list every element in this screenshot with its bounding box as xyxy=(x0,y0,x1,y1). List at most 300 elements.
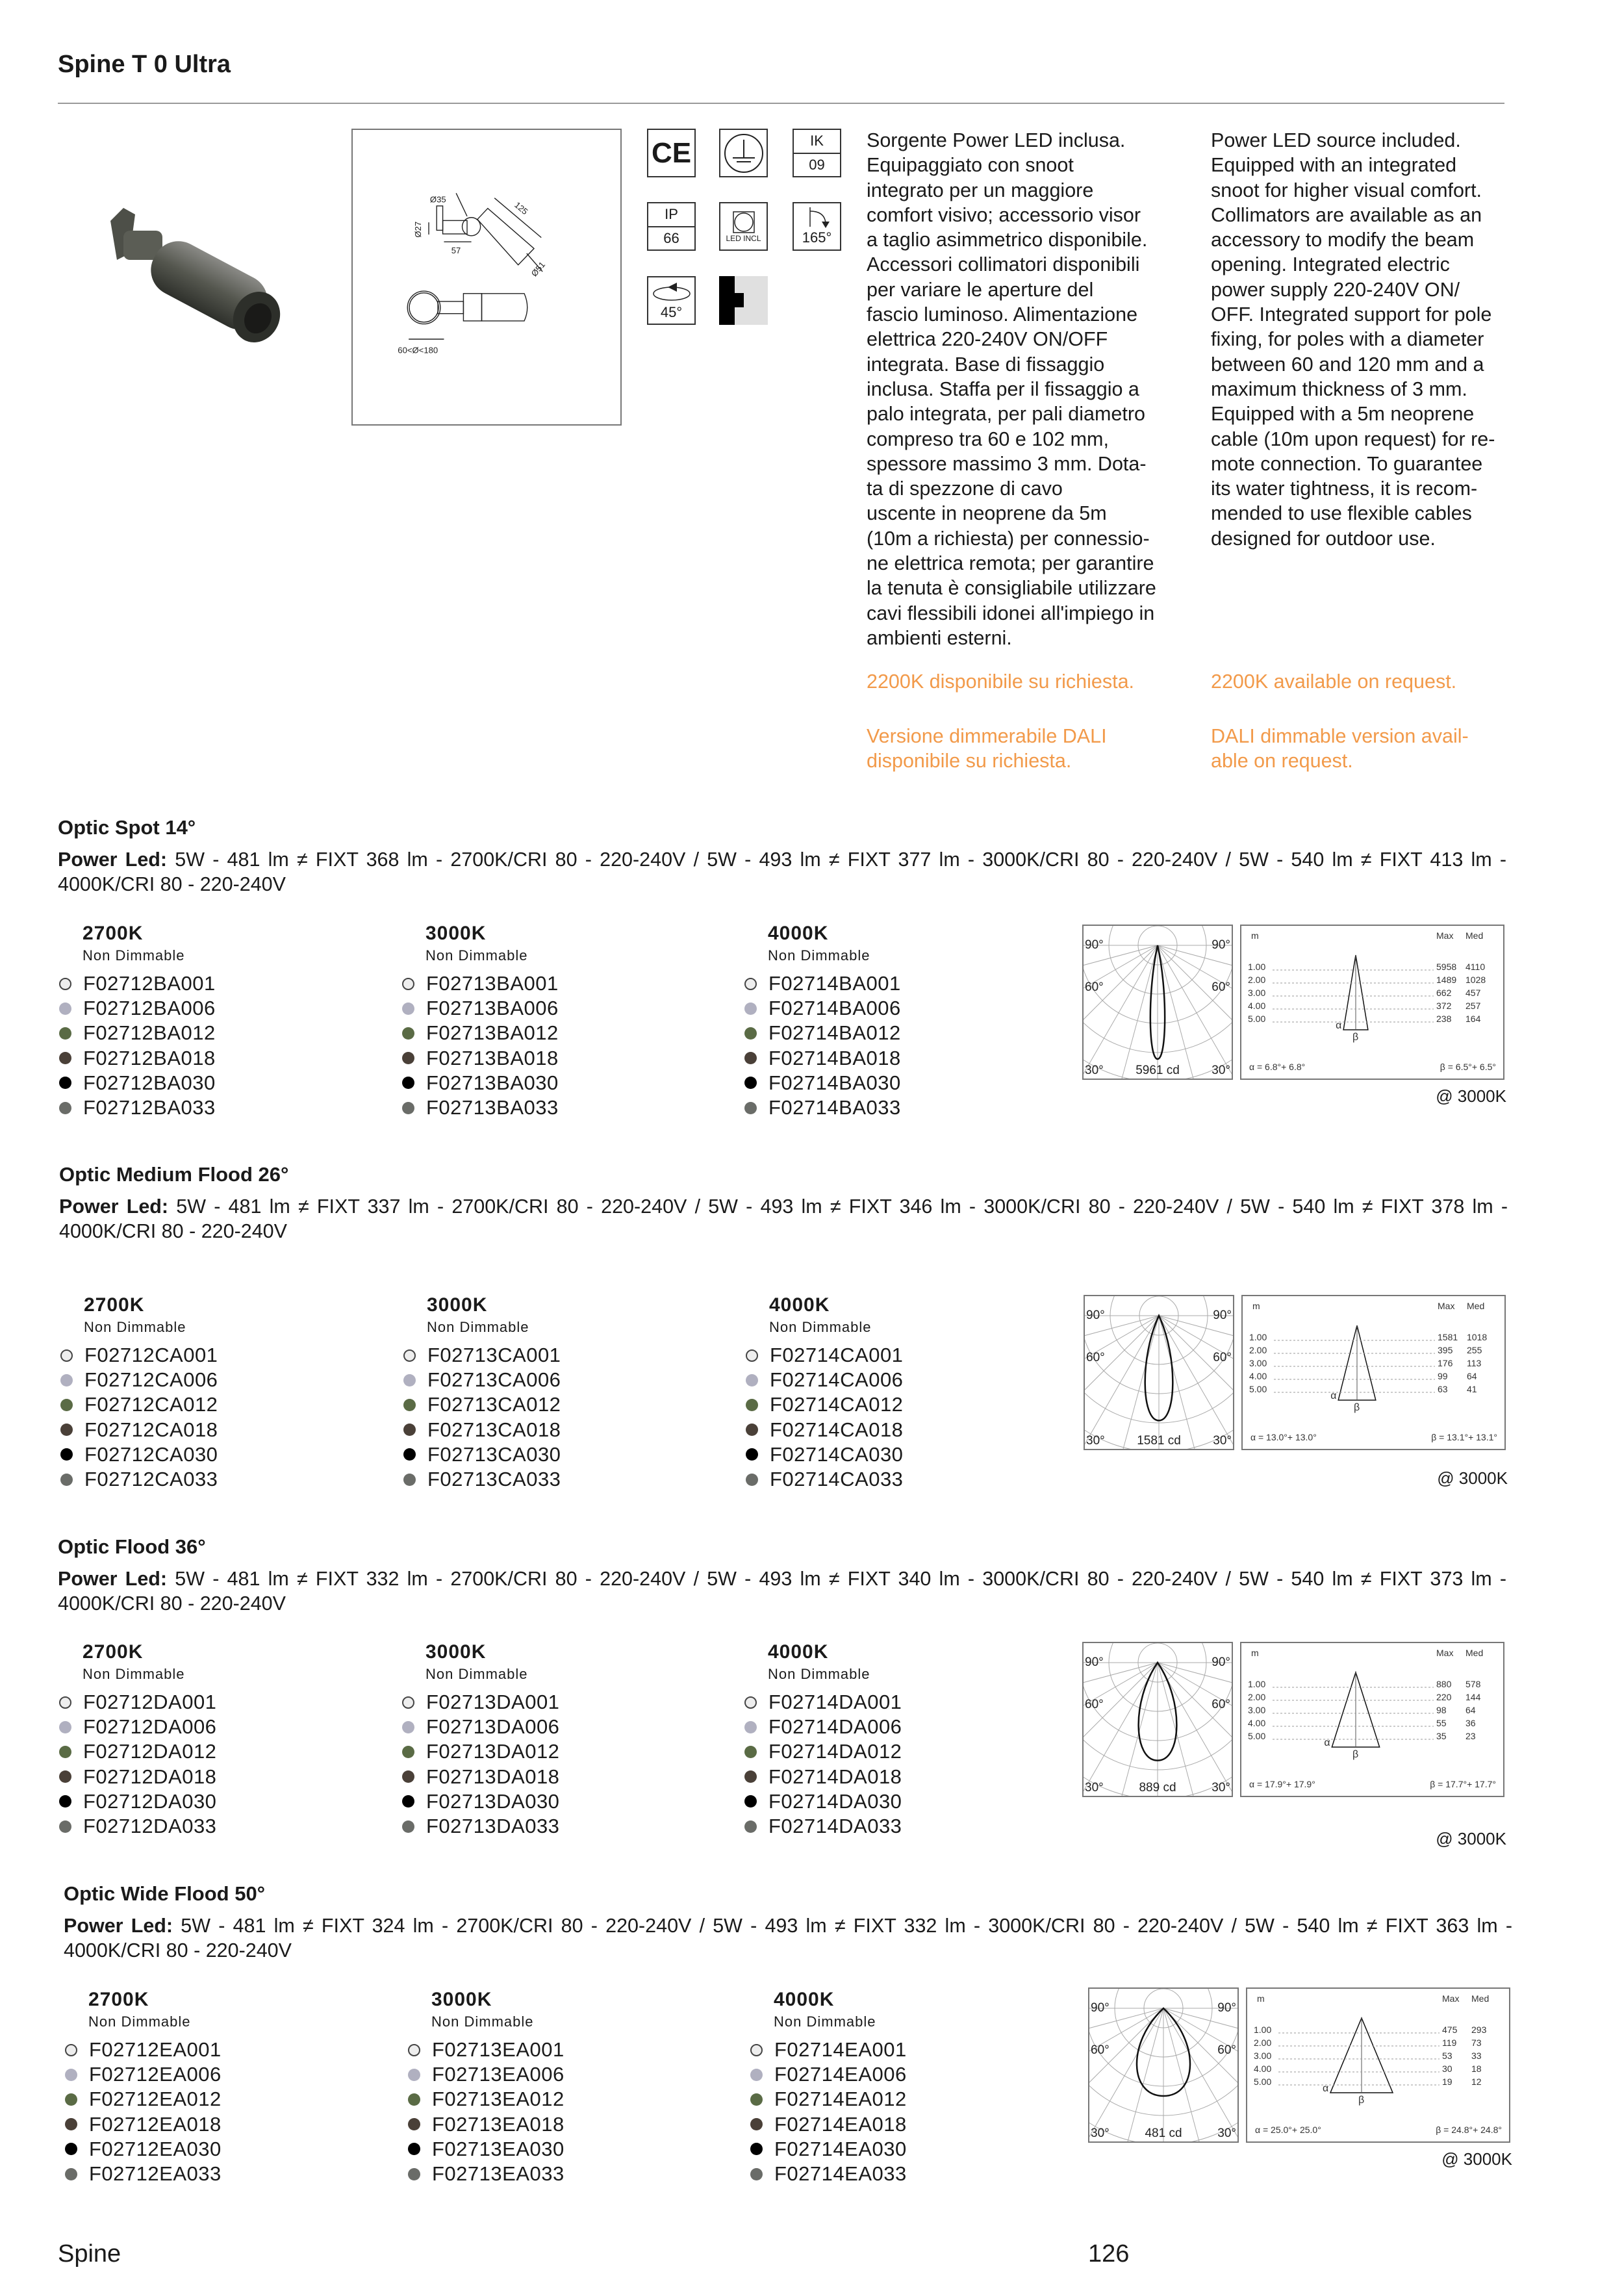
product-code-row[interactable] xyxy=(408,2062,700,2087)
note-2200k-en: 2200K available on request. xyxy=(1211,671,1457,693)
alpha-symbol: α xyxy=(1336,1020,1342,1031)
max-lux: 238 xyxy=(1436,1014,1452,1024)
med-lux: 4110 xyxy=(1465,962,1486,972)
finish-color-swatch xyxy=(746,1424,758,1436)
product-code-row[interactable] xyxy=(59,1690,351,1715)
polar-grid-ray xyxy=(1084,1663,1158,1760)
peak-candela: 5961 cd xyxy=(1136,1064,1180,1077)
product-code-row[interactable] xyxy=(744,971,1037,996)
product-code: F02713CA006 xyxy=(427,1368,561,1392)
med-lux: 12 xyxy=(1471,2076,1482,2087)
note-dali-it: Versione dimmerabile DALI disponibile su richiesta. xyxy=(867,725,1107,773)
finish-color-swatch xyxy=(59,1746,71,1758)
product-code-row[interactable] xyxy=(59,1046,351,1071)
product-code: F02713DA033 xyxy=(426,1815,560,1838)
color-temperature: 3000K xyxy=(431,1989,492,2010)
product-code-row[interactable] xyxy=(402,1690,694,1715)
max-lux: 1581 xyxy=(1438,1332,1458,1342)
product-code-row[interactable] xyxy=(744,1071,1037,1095)
angle-label-60-left: 60° xyxy=(1091,2043,1110,2057)
finish-color-swatch xyxy=(60,1474,73,1486)
code-column xyxy=(60,1294,353,1492)
product-code-row[interactable] xyxy=(65,2087,357,2112)
finish-color-swatch xyxy=(59,1795,71,1808)
ik-label: IK xyxy=(794,130,840,154)
med-header: Med xyxy=(1465,1648,1484,1658)
product-code: F02714CA033 xyxy=(770,1468,904,1491)
ground-icon xyxy=(719,129,768,177)
angle-label-30-left: 30° xyxy=(1085,1064,1104,1077)
polar-grid-ray xyxy=(1159,1316,1233,1413)
product-code-row[interactable] xyxy=(403,1392,696,1417)
finish-color-swatch xyxy=(402,1721,414,1733)
polar-grid-ray xyxy=(1158,945,1232,1079)
product-code-row[interactable] xyxy=(59,1095,351,1120)
power-led-label: Power Led: xyxy=(64,1915,173,1937)
product-code-row[interactable] xyxy=(746,1467,1038,1492)
dimming-type: Non Dimmable xyxy=(774,2013,876,2030)
distance-value: 1.00 xyxy=(1248,962,1266,972)
product-code-row[interactable] xyxy=(402,996,694,1021)
peak-candela: 889 cd xyxy=(1139,1781,1176,1795)
product-code: F02713BA033 xyxy=(426,1096,559,1119)
distance-value: 5.00 xyxy=(1254,2076,1272,2087)
finish-color-swatch xyxy=(750,2143,763,2155)
product-code-row[interactable] xyxy=(402,1814,694,1839)
beta-angle: β = 24.8°+ 24.8° xyxy=(1436,2125,1502,2135)
power-led-label: Power Led: xyxy=(59,1195,169,1218)
distance-value: 4.00 xyxy=(1254,2063,1272,2074)
color-temperature: 4000K xyxy=(768,923,829,944)
product-code-row[interactable] xyxy=(65,2038,357,2062)
power-led-values: 5W - 481 lm ≠ FIXT 324 lm - 2700K/CRI 80 - 220-240V / 5W - 493 lm ≠ FIXT 332 lm - 3000K/CRI 80 - 220-240V / 5W - 540 lm ≠ FIXT 363 lm - 4000K/CRI 80 - 220-240V xyxy=(64,1915,1513,1961)
polar-grid-ray xyxy=(1085,1316,1159,1449)
product-code-row[interactable] xyxy=(744,1789,1037,1814)
alpha-angle: α = 17.9°+ 17.9° xyxy=(1249,1779,1315,1789)
product-code-row[interactable] xyxy=(746,1442,1038,1467)
product-code-row[interactable] xyxy=(60,1392,353,1417)
product-code-row[interactable] xyxy=(402,1739,694,1764)
product-code-row[interactable] xyxy=(744,996,1037,1021)
product-code-row[interactable] xyxy=(408,2087,700,2112)
product-code: F02713EA006 xyxy=(432,2063,565,2086)
finish-color-swatch xyxy=(402,1077,414,1089)
polar-grid-ray xyxy=(1158,945,1232,1043)
page-number: 126 xyxy=(1088,2240,1130,2268)
max-lux: 55 xyxy=(1436,1718,1447,1728)
max-header: Max xyxy=(1436,930,1454,941)
product-code: F02713CA033 xyxy=(427,1468,561,1491)
product-code-row[interactable] xyxy=(750,2062,1043,2087)
finish-color-swatch xyxy=(746,1474,758,1486)
code-column xyxy=(408,1989,700,2186)
product-code-row[interactable] xyxy=(60,1418,353,1442)
distance-value: 4.00 xyxy=(1248,1718,1266,1728)
dim-d27: Ø27 xyxy=(412,221,423,238)
max-lux: 662 xyxy=(1436,988,1452,998)
alpha-symbol: α xyxy=(1324,1737,1330,1748)
angle-label-30-right: 30° xyxy=(1217,2127,1236,2140)
product-code: F02713CA001 xyxy=(427,1344,561,1366)
product-code-row[interactable] xyxy=(744,1739,1037,1764)
product-code: F02714BA018 xyxy=(768,1046,901,1069)
polar-light-distribution-chart xyxy=(1082,925,1233,1080)
product-code-row[interactable] xyxy=(408,2038,700,2062)
finish-color-swatch xyxy=(744,1052,757,1064)
polar-grid-ray xyxy=(1089,2008,1163,2106)
reference-temperature: @ 3000K xyxy=(1436,1829,1506,1848)
distance-value: 3.00 xyxy=(1248,988,1266,998)
section-title: Optic Medium Flood 26° xyxy=(59,1163,289,1186)
product-code: F02714CA006 xyxy=(770,1368,904,1392)
angle-label-60-right: 60° xyxy=(1212,980,1230,994)
product-code-row[interactable] xyxy=(750,2137,1043,2162)
mounting-type-icon xyxy=(719,276,768,325)
code-column xyxy=(744,923,1037,1120)
med-header: Med xyxy=(1471,1993,1490,2004)
angle-label-30-left: 30° xyxy=(1086,1434,1105,1448)
ip-rating-icon xyxy=(647,202,696,251)
med-header: Med xyxy=(1467,1301,1485,1311)
dimming-type: Non Dimmable xyxy=(82,1666,185,1682)
finish-color-swatch xyxy=(402,978,414,990)
product-code: F02713DA006 xyxy=(426,1715,560,1739)
color-temperature: 3000K xyxy=(425,923,487,944)
finish-color-swatch xyxy=(746,1399,758,1411)
product-code-row[interactable] xyxy=(750,2162,1043,2186)
finish-color-swatch xyxy=(60,1399,73,1411)
dim-d51: Ø51 xyxy=(529,259,548,279)
product-code: F02714EA030 xyxy=(774,2137,907,2160)
product-code: F02712DA006 xyxy=(83,1715,217,1739)
finish-color-swatch xyxy=(408,2143,420,2155)
product-code-row[interactable] xyxy=(746,1392,1038,1417)
beta-symbol: β xyxy=(1354,1402,1360,1413)
product-code-row[interactable] xyxy=(403,1343,696,1368)
ik-rating-icon xyxy=(793,129,841,177)
product-code-row[interactable] xyxy=(750,2038,1043,2062)
med-header: Med xyxy=(1465,930,1484,941)
med-lux: 1018 xyxy=(1467,1332,1488,1342)
reference-temperature: @ 3000K xyxy=(1437,1468,1508,1488)
product-code: F02714DA001 xyxy=(768,1691,902,1713)
product-code: F02712EA001 xyxy=(89,2038,222,2061)
product-code: F02714EA006 xyxy=(774,2063,907,2086)
polar-grid-ray xyxy=(1163,2008,1237,2106)
code-column xyxy=(744,1641,1037,1839)
max-lux: 176 xyxy=(1438,1358,1453,1368)
finish-color-swatch xyxy=(60,1374,73,1386)
reference-temperature: @ 3000K xyxy=(1441,2149,1512,2169)
angle-label-30-right: 30° xyxy=(1212,1781,1230,1795)
max-lux: 475 xyxy=(1442,2025,1458,2035)
finish-color-swatch xyxy=(403,1474,416,1486)
polar-grid-ray xyxy=(1158,945,1232,1079)
ip-value: 66 xyxy=(663,229,679,246)
finish-color-swatch xyxy=(746,1374,758,1386)
beta-angle: β = 17.7°+ 17.7° xyxy=(1430,1779,1496,1789)
product-code: F02712BA006 xyxy=(83,997,216,1020)
product-code: F02713CA018 xyxy=(427,1418,561,1441)
max-lux: 98 xyxy=(1436,1705,1447,1715)
dimming-type: Non Dimmable xyxy=(82,947,185,964)
med-lux: 64 xyxy=(1467,1371,1477,1381)
product-code: F02712CA018 xyxy=(84,1418,218,1441)
med-lux: 457 xyxy=(1465,988,1481,998)
product-code-row[interactable] xyxy=(746,1418,1038,1442)
finish-color-swatch xyxy=(402,1696,414,1709)
product-code-row[interactable] xyxy=(59,1715,351,1739)
product-code-row[interactable] xyxy=(750,2087,1043,2112)
distance-value: 5.00 xyxy=(1249,1384,1267,1394)
finish-color-swatch xyxy=(402,1746,414,1758)
product-code: F02713EA001 xyxy=(432,2038,565,2061)
product-code-row[interactable] xyxy=(59,1765,351,1789)
finish-color-swatch xyxy=(408,2168,420,2180)
alpha-angle: α = 25.0°+ 25.0° xyxy=(1255,2125,1321,2135)
dimming-type: Non Dimmable xyxy=(769,1319,872,1335)
finish-color-swatch xyxy=(59,1696,71,1709)
product-code: F02712DA001 xyxy=(83,1691,217,1713)
product-code-row[interactable] xyxy=(744,1095,1037,1120)
finish-color-swatch xyxy=(746,1448,758,1461)
note-dali-en: DALI dimmable version avail- able on request. xyxy=(1211,725,1469,773)
dimming-type: Non Dimmable xyxy=(768,1666,870,1682)
product-code: F02713BA018 xyxy=(426,1046,559,1069)
finish-color-swatch xyxy=(403,1448,416,1461)
polar-grid-ray xyxy=(1085,1316,1159,1449)
polar-grid-ray xyxy=(1163,2008,1237,2141)
product-code: F02714CA030 xyxy=(770,1442,904,1466)
distance-value: 3.00 xyxy=(1248,1705,1266,1715)
finish-color-swatch xyxy=(402,1820,414,1833)
product-code: F02714EA001 xyxy=(774,2038,907,2061)
product-code-row[interactable] xyxy=(59,1021,351,1045)
finish-color-swatch xyxy=(746,1349,758,1362)
finish-color-swatch xyxy=(402,1770,414,1783)
angle-label-60-right: 60° xyxy=(1217,2043,1236,2057)
product-code: F02712CA006 xyxy=(84,1368,218,1392)
dimming-type: Non Dimmable xyxy=(768,947,870,964)
product-code-row[interactable] xyxy=(59,1071,351,1095)
dim-pole: 60<Ø<180 xyxy=(398,345,438,355)
med-lux: 1028 xyxy=(1465,975,1486,985)
finish-color-swatch xyxy=(60,1349,73,1362)
product-code-row[interactable] xyxy=(60,1442,353,1467)
product-code: F02712BA030 xyxy=(83,1071,216,1094)
product-code-row[interactable] xyxy=(59,1739,351,1764)
dim-57: 57 xyxy=(451,245,461,255)
product-code-row[interactable] xyxy=(65,2162,357,2186)
max-lux: 53 xyxy=(1442,2050,1453,2061)
finish-color-swatch xyxy=(65,2143,77,2155)
med-lux: 18 xyxy=(1471,2063,1482,2074)
tilt-angle-icon xyxy=(793,202,841,251)
distance-unit: m xyxy=(1257,1993,1265,2004)
angle-label-30-left: 30° xyxy=(1085,1781,1104,1795)
angle-label-60-left: 60° xyxy=(1086,1351,1105,1364)
product-code-row[interactable] xyxy=(408,2112,700,2137)
product-code-row[interactable] xyxy=(746,1343,1038,1368)
product-code-row[interactable] xyxy=(750,2112,1043,2137)
finish-color-swatch xyxy=(744,1795,757,1808)
code-column xyxy=(750,1989,1043,2186)
finish-color-swatch xyxy=(750,2093,763,2106)
product-code-row[interactable] xyxy=(402,1071,694,1095)
code-column xyxy=(59,1641,351,1839)
product-code-row[interactable] xyxy=(60,1343,353,1368)
product-code-row[interactable] xyxy=(408,2137,700,2162)
max-lux: 19 xyxy=(1442,2076,1453,2087)
polar-grid-ray xyxy=(1159,1316,1233,1449)
finish-color-swatch xyxy=(403,1374,416,1386)
max-lux: 220 xyxy=(1436,1692,1452,1702)
section-title: Optic Spot 14° xyxy=(58,816,196,839)
product-code: F02714BA006 xyxy=(768,997,901,1020)
product-code-row[interactable] xyxy=(60,1368,353,1392)
product-code-row[interactable] xyxy=(65,2137,357,2162)
angle-label-90-left: 90° xyxy=(1091,2001,1110,2015)
product-code: F02714CA012 xyxy=(770,1393,904,1416)
angle-label-90-right: 90° xyxy=(1212,1655,1230,1669)
code-column xyxy=(402,1641,694,1839)
finish-color-swatch xyxy=(59,1770,71,1783)
product-code-row[interactable] xyxy=(59,996,351,1021)
max-lux: 880 xyxy=(1436,1679,1452,1689)
finish-color-swatch xyxy=(744,1077,757,1089)
product-code-row[interactable] xyxy=(746,1368,1038,1392)
finish-color-swatch xyxy=(408,2069,420,2081)
polar-grid-ray xyxy=(1084,945,1158,1043)
footer-brand: Spine xyxy=(58,2240,121,2268)
product-code-row[interactable] xyxy=(744,1690,1037,1715)
product-code: F02714CA001 xyxy=(770,1344,904,1366)
finish-color-swatch xyxy=(59,1721,71,1733)
finish-color-swatch xyxy=(744,1820,757,1833)
polar-grid-ray xyxy=(1158,1663,1232,1760)
product-code-row[interactable] xyxy=(60,1467,353,1492)
color-temperature: 2700K xyxy=(84,1294,145,1316)
product-code-row[interactable] xyxy=(59,1814,351,1839)
max-lux: 63 xyxy=(1438,1384,1448,1394)
angle-label-60-left: 60° xyxy=(1085,1698,1104,1711)
rotation-icon xyxy=(647,276,696,325)
illuminance-table xyxy=(1240,925,1504,1080)
product-code-row[interactable] xyxy=(403,1368,696,1392)
title-divider xyxy=(58,103,1504,104)
product-code-row[interactable] xyxy=(744,1715,1037,1739)
distance-value: 1.00 xyxy=(1249,1332,1267,1342)
product-code: F02714BA030 xyxy=(768,1071,901,1094)
finish-color-swatch xyxy=(408,2044,420,2056)
product-code: F02713BA030 xyxy=(426,1071,559,1094)
alpha-angle: α = 6.8°+ 6.8° xyxy=(1249,1062,1306,1072)
power-led-values: 5W - 481 lm ≠ FIXT 337 lm - 2700K/CRI 80 - 220-240V / 5W - 493 lm ≠ FIXT 346 lm - 3000K/CRI 80 - 220-240V / 5W - 540 lm ≠ FIXT 378 lm - 4000K/CRI 80 - 220-240V xyxy=(59,1195,1508,1242)
angle-label-60-left: 60° xyxy=(1085,980,1104,994)
beta-symbol: β xyxy=(1352,1032,1359,1043)
power-led-label: Power Led: xyxy=(58,849,168,871)
dimming-type: Non Dimmable xyxy=(425,947,528,964)
product-code: F02712BA018 xyxy=(83,1046,216,1069)
product-code-row[interactable] xyxy=(402,971,694,996)
beta-symbol: β xyxy=(1358,2095,1365,2106)
product-code-row[interactable] xyxy=(744,1046,1037,1071)
code-column xyxy=(402,923,694,1120)
dimming-type: Non Dimmable xyxy=(425,1666,528,1682)
angle-label-60-right: 60° xyxy=(1213,1351,1232,1364)
note-2200k-it: 2200K disponibile su richiesta. xyxy=(867,671,1135,693)
distance-unit: m xyxy=(1251,1648,1259,1658)
finish-color-swatch xyxy=(59,1077,71,1089)
power-led-spec xyxy=(58,1566,1506,1616)
product-code: F02713DA030 xyxy=(426,1789,560,1813)
product-code: F02713DA001 xyxy=(426,1691,560,1713)
product-code-row[interactable] xyxy=(403,1467,696,1492)
product-code: F02712CA012 xyxy=(84,1393,218,1416)
product-code-row[interactable] xyxy=(65,2112,357,2137)
finish-color-swatch xyxy=(750,2069,763,2081)
product-code-row[interactable] xyxy=(403,1442,696,1467)
product-code-row[interactable] xyxy=(65,2062,357,2087)
product-code-row[interactable] xyxy=(402,1046,694,1071)
product-code-row[interactable] xyxy=(744,1021,1037,1045)
power-led-spec xyxy=(59,1194,1508,1244)
polar-light-distribution-chart xyxy=(1082,1642,1233,1797)
product-code: F02712DA030 xyxy=(83,1789,217,1813)
product-code-row[interactable] xyxy=(402,1021,694,1045)
angle-label-90-left: 90° xyxy=(1085,938,1104,952)
product-code-row[interactable] xyxy=(402,1715,694,1739)
product-code: F02712BA033 xyxy=(83,1096,216,1119)
product-code: F02714DA030 xyxy=(768,1789,902,1813)
finish-color-swatch xyxy=(744,1102,757,1114)
product-code-row[interactable] xyxy=(59,1789,351,1814)
color-temperature: 4000K xyxy=(768,1641,829,1663)
product-code-row[interactable] xyxy=(402,1765,694,1789)
polar-grid-ray xyxy=(1085,1316,1159,1413)
finish-color-swatch xyxy=(744,978,757,990)
med-lux: 578 xyxy=(1465,1679,1481,1689)
product-code-row[interactable] xyxy=(744,1765,1037,1789)
angle-label-90-left: 90° xyxy=(1085,1655,1104,1669)
finish-color-swatch xyxy=(65,2118,77,2130)
product-code-row[interactable] xyxy=(408,2162,700,2186)
product-code: F02713EA012 xyxy=(432,2088,565,2111)
finish-color-swatch xyxy=(744,1746,757,1758)
section-title: Optic Flood 36° xyxy=(58,1535,206,1558)
max-lux: 119 xyxy=(1442,2038,1457,2048)
rotation-label: 45° xyxy=(660,303,683,320)
distance-value: 3.00 xyxy=(1254,2050,1272,2061)
product-code-row[interactable] xyxy=(59,971,351,996)
product-code: F02714EA018 xyxy=(774,2112,907,2136)
product-code-row[interactable] xyxy=(403,1418,696,1442)
product-code-row[interactable] xyxy=(402,1789,694,1814)
distance-value: 4.00 xyxy=(1248,1001,1266,1011)
angle-label-90-right: 90° xyxy=(1213,1309,1232,1322)
product-code-row[interactable] xyxy=(402,1095,694,1120)
polar-grid-ray xyxy=(1158,1663,1208,1796)
description-english: Power LED source included. Equipped with an integrated snoot for higher visual comfort. Collimators are available as an accessory to modify the beam opening. Integrated electric power supply 220-240V ON/ OFF. Integrated support for pole fixing, for poles with a diameter between 60 and 120 mm and a maximum thickness of 3 mm. Equipped with a 5m neoprene cable (10m upon request) for re- mote connection. To guarantee its water tightness, it is recom- mended to use flexible cables designed for outdoor use. xyxy=(1211,129,1495,550)
technical-drawing xyxy=(351,129,622,426)
dim-d35: Ø35 xyxy=(429,194,446,205)
product-code-row[interactable] xyxy=(744,1814,1037,1839)
max-lux: 1489 xyxy=(1436,975,1457,985)
color-temperature: 2700K xyxy=(82,923,144,944)
finish-color-swatch xyxy=(59,978,71,990)
angle-label-30-left: 30° xyxy=(1091,2127,1110,2140)
med-lux: 64 xyxy=(1465,1705,1476,1715)
